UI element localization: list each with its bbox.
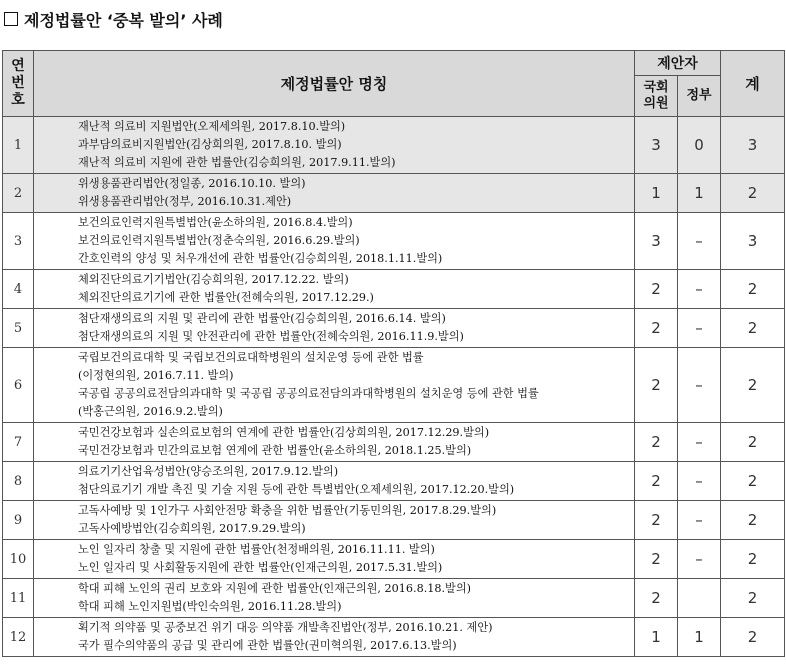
bill-name: 의료기기산업육성법안(양승조의원, 2017.9.12.발의) [78,465,339,478]
assembly-count: 1 [635,618,678,657]
table-row [3,579,785,618]
assembly-count: 2 [635,270,678,309]
table-row [3,501,785,540]
row-number: 10 [3,540,34,579]
bill-names [34,423,635,462]
total-count: 3 [721,117,785,174]
assembly-count: 2 [635,579,678,618]
bill-name: 체외진단의료기기법안(김승희의원, 2017.12.22. 발의) [78,273,349,286]
header-total: 계 [721,51,785,117]
bill-name: 노인 일자리 및 사회활동지원에 관한 법률안(인재근의원, 2017.5.31.발의) [78,561,443,574]
bill-names [34,309,635,348]
bill-names [34,579,635,618]
table-row [3,348,785,423]
bill-name: 재난적 의료비 지원법안(오제세의원, 2017.8.10.발의) [78,120,346,133]
total-count: 3 [721,213,785,270]
assembly-count: 2 [635,309,678,348]
bill-name: (이정현의원, 2016.7.11. 발의) [78,369,234,382]
assembly-count: 3 [635,213,678,270]
table-row [3,618,785,657]
bills-table [2,50,785,657]
header-no [3,51,34,117]
bill-name: 보건의료인력지원특별법안(윤소하의원, 2016.8.4.발의) [78,216,353,229]
bill-name: 첨단재생의료의 지원 및 안전관리에 관한 법률안(전혜숙의원, 2016.11.9.발의) [78,330,464,343]
table-body [3,117,785,657]
bill-name: 고독사예방 및 1인가구 사회안전망 확충을 위한 법률안(기동민의원, 2017.8.29.발의) [78,504,497,517]
gov-count: – [678,309,721,348]
bill-name: 학대 피해 노인지원법(박인숙의원, 2016.11.28.발의) [78,600,342,613]
bill-names [34,117,635,174]
table-row [3,174,785,213]
assembly-count: 3 [635,117,678,174]
document-title [4,8,223,30]
table-row [3,213,785,270]
bill-name: 간호인력의 양성 및 처우개선에 관한 법률안(김승희의원, 2018.1.11.발의) [78,252,443,265]
bill-name: 위생용품관리법안(정일종, 2016.10.10. 발의) [78,177,306,190]
total-count: 2 [721,174,785,213]
row-number: 2 [3,174,34,213]
bill-names [34,348,635,423]
gov-count: 1 [678,618,721,657]
assembly-count: 1 [635,174,678,213]
gov-count: – [678,423,721,462]
table-row [3,270,785,309]
row-number: 9 [3,501,34,540]
total-count: 2 [721,501,785,540]
bill-name: 보건의료인력지원특별법안(정춘숙의원, 2016.6.29.발의) [78,234,360,247]
bill-names [34,174,635,213]
bill-name: 고독사예방법안(김승희의원, 2017.9.29.발의) [78,522,306,535]
row-number: 7 [3,423,34,462]
total-count: 2 [721,309,785,348]
assembly-count: 2 [635,501,678,540]
assembly-count: 2 [635,540,678,579]
total-count: 2 [721,540,785,579]
header-proposer: 제안자 [635,51,721,76]
total-count: 2 [721,462,785,501]
gov-count: – [678,462,721,501]
row-number: 8 [3,462,34,501]
assembly-count: 2 [635,423,678,462]
bill-names [34,270,635,309]
table-row [3,462,785,501]
table-row [3,309,785,348]
table-row [3,423,785,462]
bill-names [34,540,635,579]
table-row [3,117,785,174]
row-number: 1 [3,117,34,174]
bill-name: 과부담의료비지원법안(김상희의원, 2017.8.10. 발의) [78,138,342,151]
gov-count: 1 [678,174,721,213]
bill-names [34,213,635,270]
gov-count: – [678,501,721,540]
gov-count: – [678,213,721,270]
row-number: 12 [3,618,34,657]
bill-name: 위생용품관리법안(정부, 2016.10.31.제안) [78,195,292,208]
bill-names [34,462,635,501]
row-number: 6 [3,348,34,423]
bill-names [34,618,635,657]
assembly-count: 2 [635,462,678,501]
bill-name: 첨단의료기기 개발 촉진 및 기술 지원 등에 관한 특별법안(오제세의원, 2017.12.20.발의) [78,483,515,496]
bill-name: 획기적 의약품 및 공중보건 위기 대응 의약품 개발촉진법안(정부, 2016.10.21. 제안) [78,621,493,634]
total-count: 2 [721,618,785,657]
gov-count: – [678,348,721,423]
table-row [3,540,785,579]
header-assembly-text: 국회의원 [643,80,669,111]
header-name: 제정법률안 명칭 [34,51,635,117]
title-text: 제정법률안 ‘중복 발의’ 사례 [24,10,223,30]
gov-count: – [678,270,721,309]
bill-name: 재난적 의료비 지원에 관한 법률안(김승희의원, 2017.9.11.발의) [78,156,396,169]
row-number: 3 [3,213,34,270]
bill-name: 국공립 공공의료전담의과대학 및 국공립 공공의료전담의과대학병원의 설치운영 등에 관한 법률 [78,387,539,400]
header-no-text: 연번호 [11,58,25,108]
bill-name: 첨단재생의료의 지원 및 관리에 관한 법률안(김승희의원, 2016.6.14. 발의) [78,312,446,325]
checkbox-square-icon [4,12,18,26]
total-count: 2 [721,423,785,462]
bill-name: 학대 피해 노인의 권리 보호와 지원에 관한 법률안(인재근의원, 2016.8.18.발의) [78,582,472,595]
header-assembly [635,76,678,117]
bill-name: 국립보건의료대학 및 국립보건의료대학병원의 설치운영 등에 관한 법률 [78,351,424,364]
gov-count: 0 [678,117,721,174]
bill-name: 국민건강보험과 실손의료보험의 연계에 관한 법률안(김상희의원, 2017.12.29.발의) [78,426,490,439]
row-number: 5 [3,309,34,348]
bill-name: 국민건강보험과 민간의료보험 연계에 관한 법률안(윤소하의원, 2018.1.25.발의) [78,444,472,457]
bill-name: (박홍근의원, 2016.9.2.발의) [78,405,223,418]
gov-count [678,579,721,618]
gov-count: – [678,540,721,579]
bill-name: 체외진단의료기기에 관한 법률안(전혜숙의원, 2017.12.29.) [78,291,374,304]
total-count: 2 [721,579,785,618]
bill-name: 노인 일자리 창출 및 지원에 관한 법률안(천정배의원, 2016.11.11. 발의) [78,543,435,556]
row-number: 11 [3,579,34,618]
bill-names [34,501,635,540]
total-count: 2 [721,348,785,423]
total-count: 2 [721,270,785,309]
assembly-count: 2 [635,348,678,423]
bill-name: 국가 필수의약품의 공급 및 관리에 관한 법률안(권미혁의원, 2017.6.13.발의) [78,639,457,652]
header-gov: 정부 [678,76,721,117]
row-number: 4 [3,270,34,309]
